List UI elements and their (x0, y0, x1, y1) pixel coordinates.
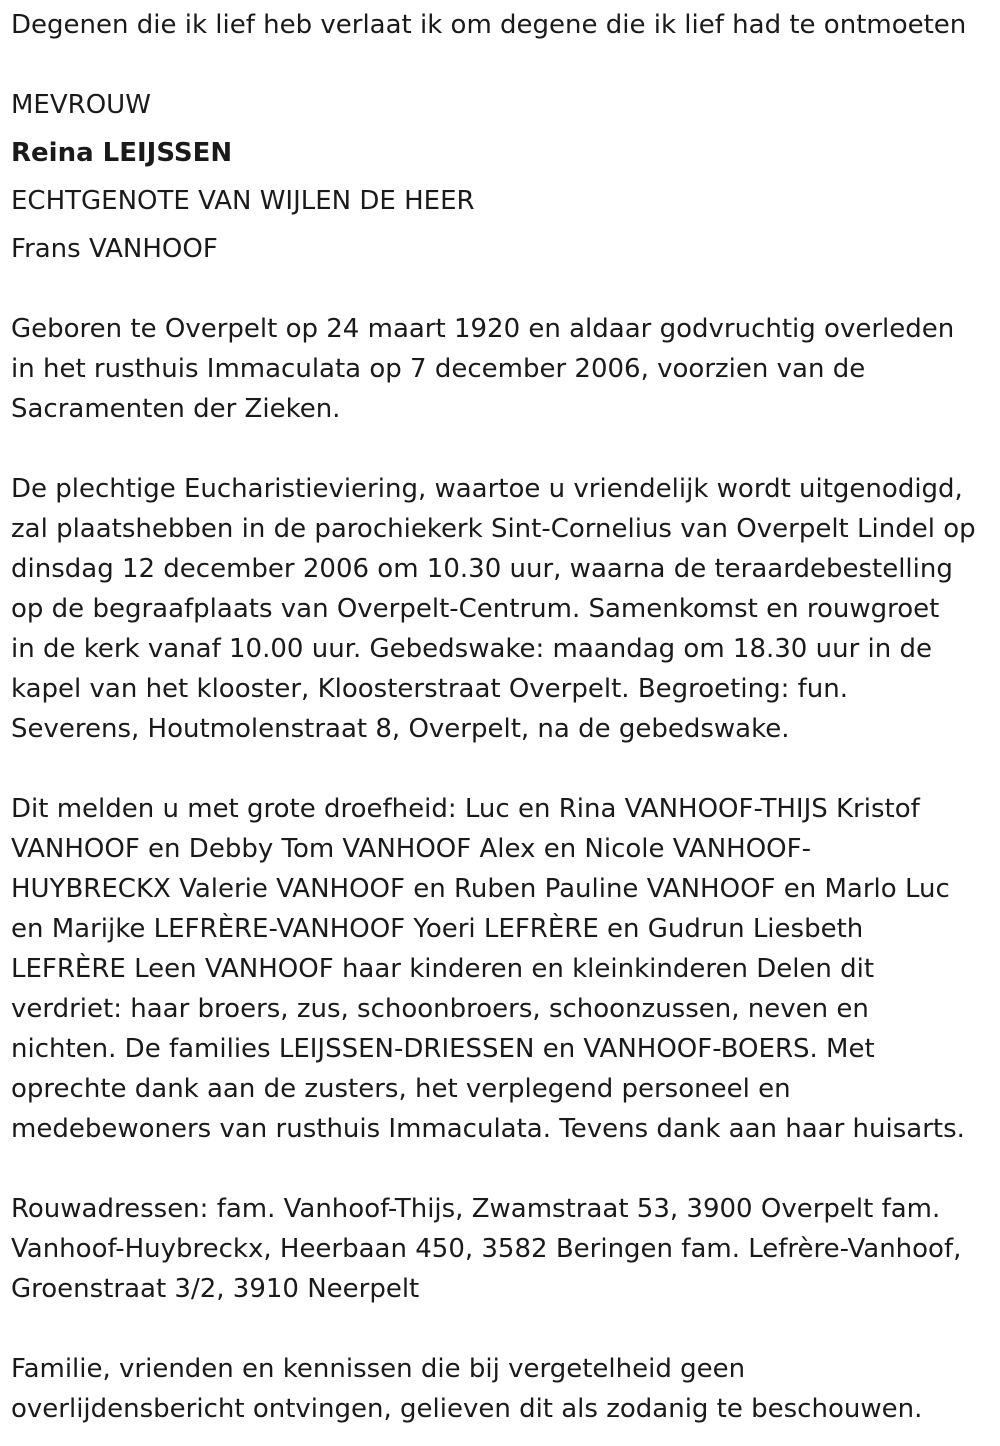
ceremony-paragraph (11, 469, 996, 749)
closing-paragraph (11, 1349, 996, 1429)
paragraph-line: zal plaatshebben in de parochiekerk Sint-Cornelius van Overpelt Lindel op (11, 514, 976, 544)
paragraph-line: kapel van het klooster, Kloosterstraat Overpelt. Begroeting: fun. (11, 674, 848, 704)
paragraph-line: Geboren te Overpelt op 24 maart 1920 en aldaar godvruchtig overleden (11, 314, 955, 344)
deceased-name: Reina LEIJSSEN (11, 138, 233, 168)
paragraph-line: HUYBRECKX Valerie VANHOOF en Ruben Pauline VANHOOF en Marlo Luc (11, 874, 950, 904)
addresses-paragraph (11, 1189, 996, 1309)
paragraph-line: Sacramenten der Zieken. (11, 394, 341, 424)
paragraph-line: LEFRÈRE Leen VANHOOF haar kinderen en kleinkinderen Delen dit (11, 954, 875, 984)
paragraph-line: Vanhoof-Huybreckx, Heerbaan 450, 3582 Beringen fam. Lefrère-Vanhoof, (11, 1234, 962, 1264)
paragraph-line: Familie, vrienden en kennissen die bij vergetelheid geen (11, 1354, 746, 1384)
paragraph-line: overlijdensbericht ontvingen, gelieven dit als zodanig te beschouwen. (11, 1394, 923, 1424)
paragraph-line: Dit melden u met grote droefheid: Luc en Rina VANHOOF-THIJS Kristof (11, 794, 920, 824)
paragraph-line: nichten. De families LEIJSSEN-DRIESSEN en VANHOOF-BOERS. Met (11, 1034, 875, 1064)
paragraph-line: op de begraafplaats van Overpelt-Centrum. Samenkomst en rouwgroet (11, 594, 940, 624)
paragraph-line: en Marijke LEFRÈRE-VANHOOF Yoeri LEFRÈRE en Gudrun Liesbeth (11, 914, 864, 944)
spouse-name: Frans VANHOOF (11, 234, 218, 264)
paragraph-line: medebewoners van rusthuis Immaculata. Tevens dank aan haar huisarts. (11, 1114, 965, 1144)
paragraph-line: oprechte dank aan de zusters, het verplegend personeel en (11, 1074, 791, 1104)
opening-quote: Degenen die ik lief heb verlaat ik om degene die ik lief had te ontmoeten (11, 10, 967, 40)
paragraph-line: VANHOOF en Debby Tom VANHOOF Alex en Nicole VANHOOF- (11, 834, 811, 864)
relation-label: ECHTGENOTE VAN WIJLEN DE HEER (11, 186, 475, 216)
paragraph-line: verdriet: haar broers, zus, schoonbroers, schoonzussen, neven en (11, 994, 869, 1024)
paragraph-line: De plechtige Eucharistieviering, waartoe u vriendelijk wordt uitgenodigd, (11, 474, 963, 504)
paragraph-line: in het rusthuis Immaculata op 7 december 2006, voorzien van de (11, 354, 866, 384)
paragraph-line: in de kerk vanaf 10.00 uur. Gebedswake: maandag om 18.30 uur in de (11, 634, 932, 664)
paragraph-line: dinsdag 12 december 2006 om 10.30 uur, waarna de teraardebestelling (11, 554, 953, 584)
paragraph-line: Rouwadressen: fam. Vanhoof-Thijs, Zwamstraat 53, 3900 Overpelt fam. (11, 1194, 941, 1224)
paragraph-line: Severens, Houtmolenstraat 8, Overpelt, na de gebedswake. (11, 714, 790, 744)
paragraph-line: Groenstraat 3/2, 3910 Neerpelt (11, 1274, 420, 1304)
birth-death-paragraph (11, 309, 996, 429)
salutation: MEVROUW (11, 90, 151, 120)
family-paragraph (11, 789, 996, 1149)
